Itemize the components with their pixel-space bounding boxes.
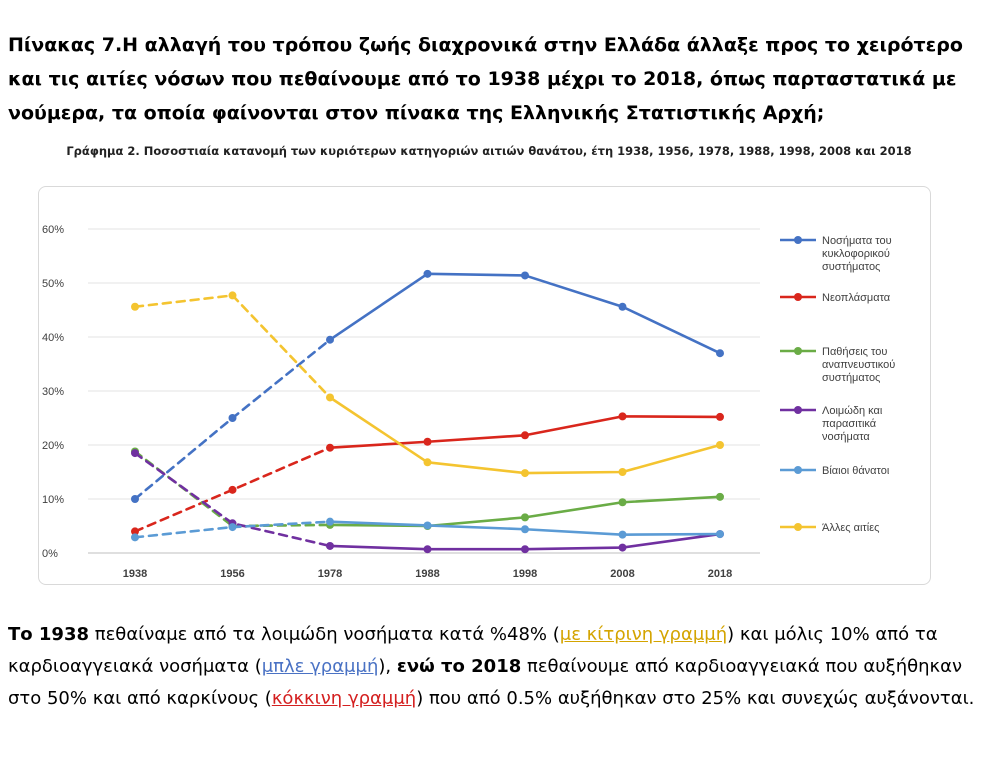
blue-line-reference: μπλε γραμμή [261,656,379,677]
data-point [619,498,627,506]
x-tick-label: 1938 [122,568,148,580]
data-point [716,349,724,357]
year-1938-label: Το 1938 [8,624,90,645]
legend-label: Νεοπλάσματα [822,292,891,304]
yellow-line-reference: με κίτρινη γραμμή [559,624,728,645]
data-point [521,513,529,521]
page-heading: Πίνακας 7.Η αλλαγή του τρόπου ζωής διαχρονικά στην Ελλάδα άλλαξε προς το χειρότερο και τις αιτίες νόσων που πεθαίνουμε από το 1938 μέχρι το 2018, όπως παρταστατικά με νούμερα, τα οποία φαίνονται στον πίνακα της Ελληνικής Στατιστικής Αρχή; [8,34,963,124]
data-point [229,523,237,531]
x-tick-label: 1998 [512,568,538,580]
data-point [521,271,529,279]
data-point [326,393,334,401]
y-tick-label: 20% [42,440,65,452]
x-tick-label: 2018 [707,568,733,580]
year-2018-label: ενώ το 2018 [396,656,522,677]
data-point [131,495,139,503]
series-line [330,274,720,353]
y-tick-label: 0% [42,548,58,560]
legend-label: Παθήσεις του αναπνευστικού συστήματος [822,346,896,384]
series-line-dashed [135,453,330,546]
data-point [326,542,334,550]
data-point [716,413,724,421]
legend-swatch-marker [794,347,802,355]
x-tick-label: 1978 [317,568,343,580]
paragraph-text-1: πεθαίναμε από τα λοιμώδη νοσήματα κατά %48% ( [89,624,560,645]
paragraph-text-4: πεθαίνουμε από καρδιοαγγειακά που αυξήθηκαν στο 50% και από καρκίνους ( [8,656,963,709]
data-point [619,412,627,420]
data-point [424,545,432,553]
data-point [716,493,724,501]
data-point [521,525,529,533]
y-tick-label: 60% [42,224,65,236]
paragraph-text-5: ) που από 0.5% αυξήθηκαν στο 25% και συνεχώς αυξάνονται. [416,688,975,709]
y-tick-label: 40% [42,332,65,344]
series-line [330,497,720,526]
data-point [131,533,139,541]
legend-swatch-marker [794,293,802,301]
data-point [424,458,432,466]
explanation-paragraph [8,619,983,715]
data-point [521,469,529,477]
legend-swatch-marker [794,466,802,474]
data-point [619,531,627,539]
y-tick-label: 50% [42,278,65,290]
legend-swatch-marker [794,236,802,244]
data-point [716,530,724,538]
data-point [131,303,139,311]
data-point [619,544,627,552]
data-point [229,291,237,299]
data-point [521,545,529,553]
data-point [326,444,334,452]
data-point [229,414,237,422]
legend-label: Λοιμώδη και παρασιτικά νοσήματα [822,405,883,443]
legend-label: Νοσήματα του κυκλοφορικού συστήματος [822,235,892,273]
data-point [326,336,334,344]
legend-label: Βίαιοι θάνατοι [822,465,890,477]
x-tick-label: 1956 [220,568,245,580]
data-point [131,449,139,457]
paragraph-text-3: ), [378,656,397,677]
data-point [326,518,334,526]
data-point [521,431,529,439]
series-line-dashed [135,295,330,397]
data-point [424,270,432,278]
legend-swatch-marker [794,523,802,531]
chart-title: Γράφημα 2. Ποσοστιαία κατανομή των κυριότερων κατηγοριών αιτιών θανάτου, έτη 1938, 1956, 1978, 1988, 1998, 2008 και 2018 [66,144,912,158]
data-point [619,303,627,311]
data-point [424,438,432,446]
legend-label: Άλλες αιτίες [822,522,880,534]
y-tick-label: 30% [42,386,65,398]
red-line-reference: κόκκινη γραμμή [271,688,417,709]
data-point [716,441,724,449]
x-tick-label: 1988 [415,568,440,580]
data-point [229,486,237,494]
paragraph-text-2: ) και μόλις 10% από τα καρδιοαγγειακά νοσήματα ( [8,624,938,677]
legend-swatch-marker [794,406,802,414]
data-point [424,521,432,529]
y-tick-label: 10% [42,494,65,506]
x-tick-label: 2008 [610,568,635,580]
data-point [619,468,627,476]
